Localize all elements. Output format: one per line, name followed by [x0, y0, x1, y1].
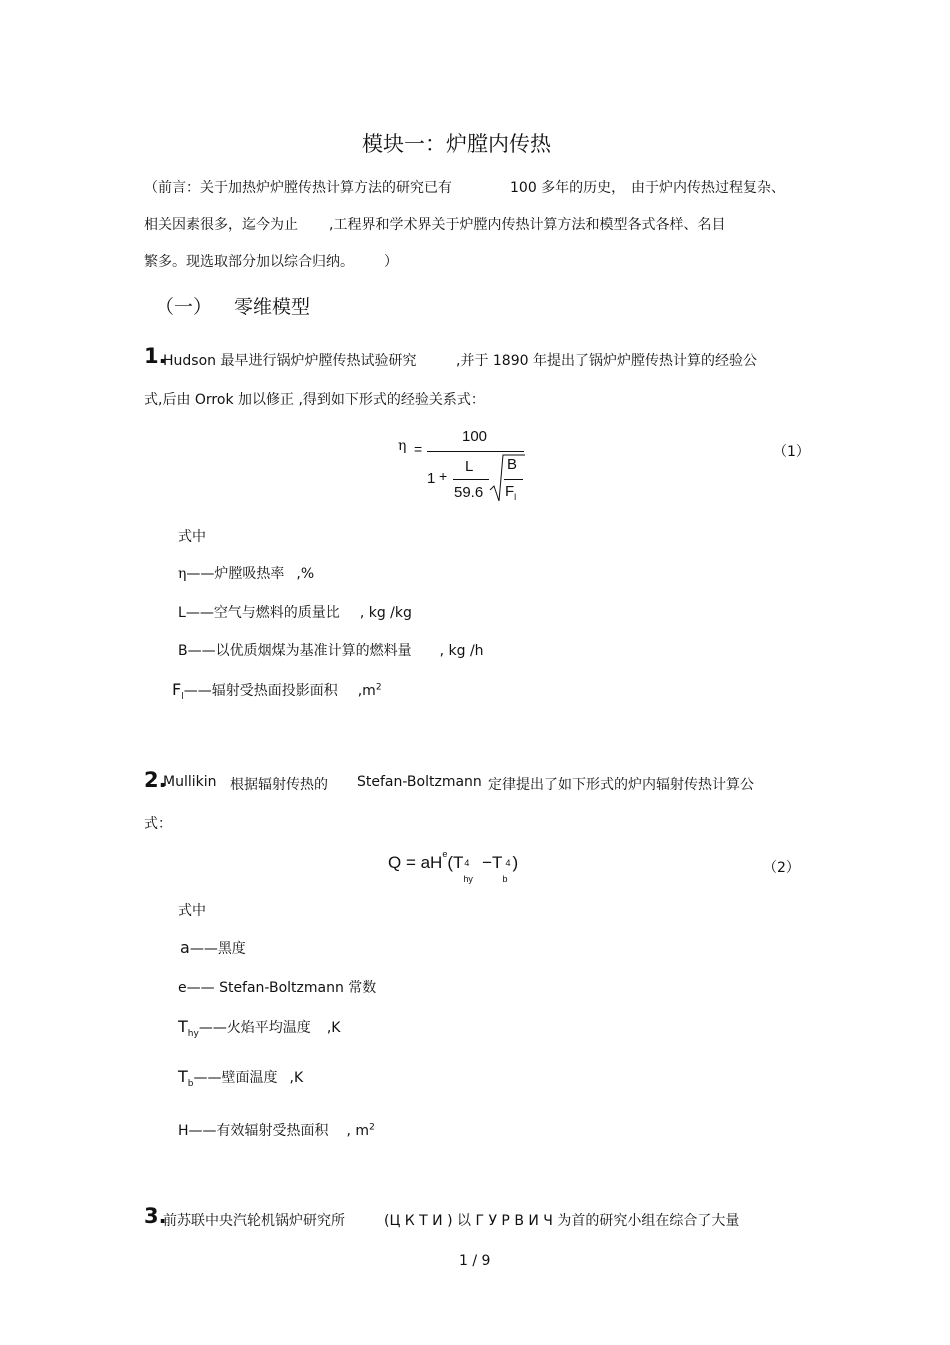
item3-line-1a: 前苏联中央汽轮机锅炉研究所 — [163, 1213, 345, 1229]
eq1-B: B — [507, 456, 518, 473]
equation-2: $Q = aH^e(T$ 4 hy −T 4 b ) — [388, 849, 519, 884]
item2-line-1c: Stefan-Boltzmann — [357, 774, 482, 790]
item-number-3: 3. — [144, 1204, 167, 1228]
eq1-root-fraction-bar — [504, 479, 523, 480]
preface-line-3b: ） — [384, 254, 398, 270]
item2-line-1b: 根据辐射传热的 — [230, 777, 328, 793]
page-title: 模块一：炉膛内传热 — [362, 132, 551, 156]
equation-number-1: （1） — [773, 444, 810, 460]
definition-B: B——以优质烟煤为基准计算的燃料量 , kg /h — [178, 643, 484, 659]
preface-line-1c: 由于炉内传热过程复杂、 — [631, 180, 785, 196]
eta-symbol: η — [398, 438, 407, 454]
definition-H: H——有效辐射受热面积 , $m^2$ — [178, 1122, 375, 1139]
definition-L: L——空气与燃料的质量比 , kg /kg — [178, 605, 412, 621]
item2-line-1d: 定律提出了如下形式的炉内辐射传热计算公 — [488, 777, 754, 793]
equals-sign: = — [414, 441, 423, 457]
eq1-inner-fraction-bar — [453, 479, 489, 480]
eq1-one: 1 — [427, 470, 436, 487]
item1-line-1a: Hudson 最早进行锅炉炉膛传热试验研究 — [163, 353, 417, 369]
section-title: 零维模型 — [234, 296, 311, 318]
item2-line-2: 式： — [144, 816, 172, 832]
definition-a: a——黑度 — [180, 938, 246, 957]
preface-line-2a: 相关因素很多，迄今为止 — [144, 217, 298, 233]
eq1-coefficient: 59.6 — [454, 484, 484, 501]
section-label: （一） — [155, 296, 213, 318]
definition-e: e—— Stefan-Boltzmann 常数 — [178, 980, 377, 996]
item-number-1: 1. — [144, 344, 167, 368]
preface-line-1a: （前言：关于加热炉炉膛传热计算方法的研究已有 — [144, 180, 452, 196]
eq1-L: L — [465, 458, 474, 475]
item1-line-2: 式,后由 Orrok 加以修正 ,得到如下形式的经验关系式： — [144, 392, 485, 408]
preface-line-2b: ,工程界和学术界关于炉膛内传热计算方法和模型各式各样、名目 — [329, 217, 726, 233]
where-label-2: 式中 — [178, 903, 206, 919]
equation-number-2: （2） — [763, 860, 800, 876]
eq1-F: $F_l$ — [505, 483, 517, 502]
item-number-2: 2. — [144, 768, 167, 792]
eq1-numerator: 100 — [462, 428, 488, 445]
definition-eta: η——炉膛吸热率 ,% — [178, 566, 315, 582]
where-label-1: 式中 — [178, 529, 206, 545]
definition-Fl: $F_l——$辐射受热面投影面积 $,m^2$ — [172, 680, 382, 702]
definition-Tb: $T_b——$壁面温度 ,K — [178, 1067, 304, 1089]
page-number: 1 / 9 — [459, 1253, 491, 1269]
item1-line-1b: ,并于 1890 年提出了锅炉炉膛传热计算的经验公 — [456, 353, 757, 369]
preface-line-1b: 100 多年的历史， — [510, 180, 626, 196]
definition-Thy: $T_{hy}——$火焰平均温度 ,K — [178, 1017, 341, 1039]
eq1-plus: + — [439, 468, 448, 484]
preface-line-3a: 繁多。现选取部分加以综合归纳。 — [144, 254, 354, 270]
item3-line-1b: (Ц К Т И ) 以 Г У Р В И Ч 为首的研究小组在综合了大量 — [384, 1213, 740, 1229]
item2-line-1a: Mullikin — [163, 774, 217, 790]
